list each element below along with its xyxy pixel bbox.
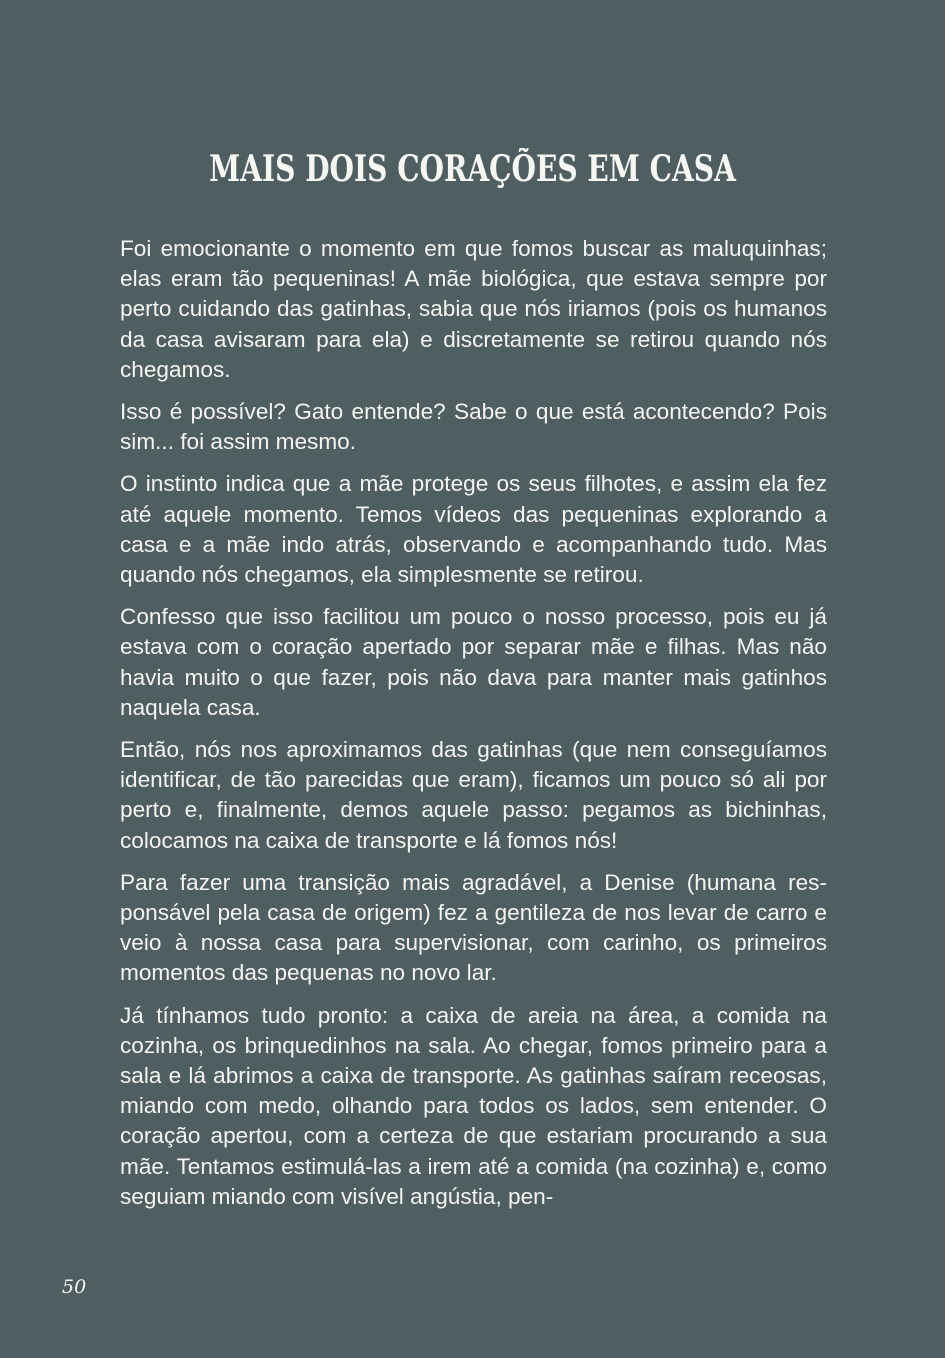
paragraph: Então, nós nos aproximamos das gatinhas (que nem conseguíamos identificar, de tão parecidas que eram), ficamos um pouco só ali por perto e, finalmente, demos aquele passo: pegamos as bichinhas, colocamos na caixa de transporte e lá fomos nós!: [120, 737, 827, 853]
paragraph: Para fazer uma transição mais agradável, a Denise (humana responsável pela casa de origem) fez a gentileza de nos levar de carro e veio à nossa casa para supervisionar, com carinho, os primeiros momentos das pequenas no novo lar.: [120, 869, 827, 986]
paragraph: Foi emocionante o momento em que fomos buscar as maluquinhas; elas eram tão pequeninas! A mãe biológica, que estava sempre por perto cuidando das gatinhas, sabia que nós iriamos (pois os humanos da casa avisaram para ela) e discretamente se retirou quando nós chegamos.: [120, 236, 827, 382]
paragraph: Já tínhamos tudo pronto: a caixa de areia na área, a comida na cozinha, os brinquedinhos na sala. Ao chegar, fomos primeiro para a sala e lá abrimos a caixa de transporte. As gatinhas saíram receosas, miando com medo, olhando para todos os lados, sem entender. O coração apertou, com a certeza de que estariam procurando a sua mãe. Tentamos estimulá-las a irem até a comida (na cozinha) e, como seguiam miando com visível angústia, pen-: [120, 1002, 827, 1209]
page-number: 50: [62, 1276, 87, 1298]
paragraph: Isso é possível? Gato entende? Sabe o que está acontecendo? Pois sim... foi assim mesmo.: [120, 399, 827, 455]
paragraph: O instinto indica que a mãe protege os seus filhotes, e assim ela fez até aquele momento. Temos vídeos das pequeninas explorando a casa e a mãe indo atrás, observando e acompanhando tudo. Mas quando nós chegamos, ela simplesmente se retirou.: [120, 471, 827, 588]
body-text: [120, 234, 827, 1224]
paragraph: Confesso que isso facilitou um pouco o nosso processo, pois eu já estava com o coração apertado por separar mãe e filhas. Mas não havia muito o que fazer, pois não dava para manter mais gatinhos naquela casa.: [120, 604, 827, 720]
chapter-title: MAIS DOIS CORAÇÕES EM CASA: [209, 148, 736, 190]
